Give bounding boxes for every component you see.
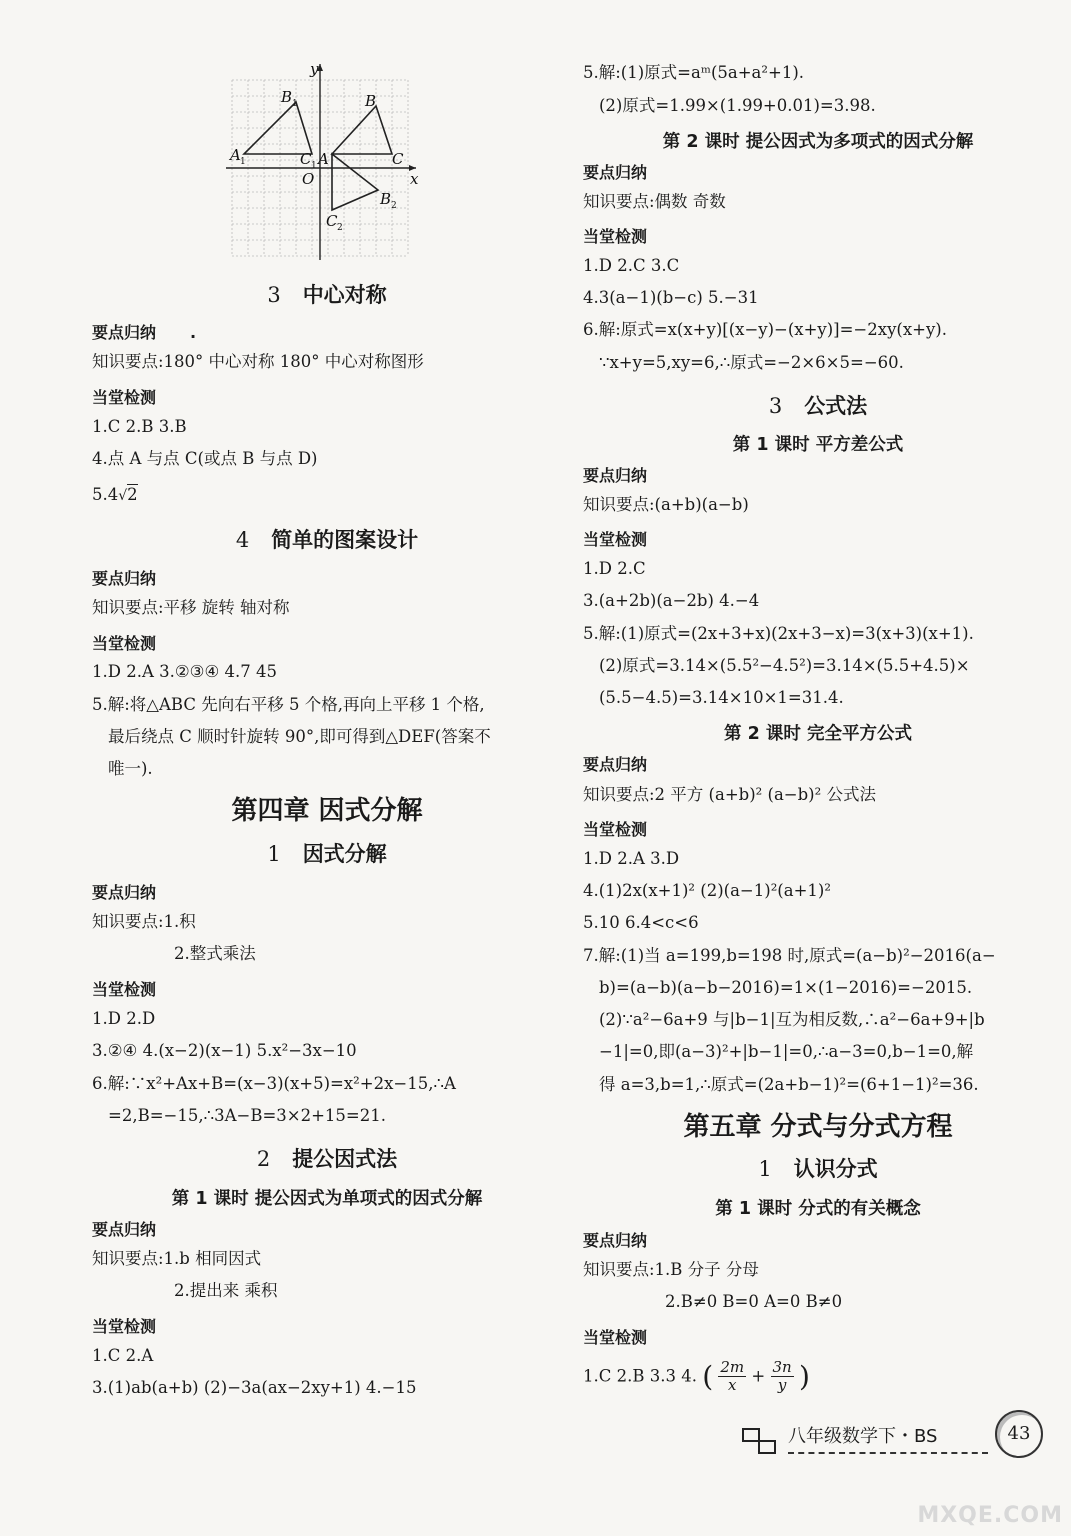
section-heading-recognize-fractions: 1 认识分式 [758,1157,878,1181]
text-line: 5.解:(1)原式=(2x+3+x)(2x+3−x)=3(x+3)(x+1). [583,624,974,643]
point-label-c: C [392,150,404,168]
text-line: 知识要点:(a+b)(a−b) [583,495,749,514]
class-check-heading: 当堂检测 [583,820,648,839]
point-label-b1: B [281,88,293,106]
point-label-a1: A [230,146,241,164]
chapter-5-title: 第五章 分式与分式方程 [683,1112,953,1142]
footer-decoration-icon [742,1428,782,1458]
class-check-heading: 当堂检测 [92,980,157,999]
text-line: (2)原式=1.99×(1.99+0.01)=3.98. [599,96,876,115]
text-line: 6.解:∵x²+Ax+B=(x−3)(x+5)=x²+2x−15,∴A [92,1074,456,1093]
text-line: b)=(a−b)(a−b−2016)=1×(1−2016)=−2015. [599,978,973,997]
origin-label: O [302,170,315,188]
text-line: =2,B=−15,∴3A−B=3×2+15=21. [108,1106,386,1125]
text-line: −1|=0,即(a−3)²+|b−1|=0,∴a−3=0,b−1=0,解 [599,1042,974,1061]
class-check-heading: 当堂检测 [92,1317,157,1336]
text-line: 1.D 2.C [583,559,646,578]
chapter-4-title: 第四章 因式分解 [231,796,423,826]
footer-book-title: 八年级数学下・BS [788,1426,938,1447]
fraction-3n-over-y: $\frac{3n}{y}$ [772,1358,792,1394]
text-line: 5.解:将△ABC 先向右平移 5 个格,再向上平移 1 个格, [92,695,485,714]
key-points-heading: 要点归纳 [92,1220,157,1239]
key-points-heading: 要点归纳 [92,883,157,902]
text-line: 3.(a+2b)(a−2b) 4.−4 [583,591,760,610]
lesson-heading: 第 1 课时 提公因式为单项式的因式分解 [171,1189,483,1209]
text-line: 唯一). [108,759,153,778]
x-axis-label: x [410,170,419,188]
class-check-heading: 当堂检测 [92,634,157,653]
lesson-heading: 第 2 课时 提公因式为多项式的因式分解 [662,132,974,152]
text-line: 1.D 2.A 3.D [583,849,680,868]
text-line: 2.B≠0 B=0 A=0 B≠0 [665,1292,843,1311]
text-line: 3.(1)ab(a+b) (2)−3a(ax−2xy+1) 4.−15 [92,1378,417,1397]
text-line: 知识要点:1.B 分子 分母 [583,1260,759,1279]
page-footer [740,1408,1060,1468]
lesson-heading: 第 1 课时 平方差公式 [732,435,904,455]
section-heading-formula-method: 3 公式法 [768,394,868,418]
text-line: 7.解:(1)当 a=199,b=198 时,原式=(a−b)²−2016(a− [583,946,996,965]
key-points-heading: 要点归纳 [583,755,648,774]
text-line: 1.C 2.B 3.B [92,417,187,436]
point-sub-b1: 1 [292,99,298,109]
key-points-heading: 要点归纳 [583,1231,648,1250]
point-label-b2: B [380,190,392,208]
text-line: (5.5−4.5)=3.14×10×1=31.4. [599,688,844,707]
text-line: 5.解:(1)原式=aᵐ(5a+a²+1). [583,63,805,82]
text-line: 知识要点:平移 旋转 轴对称 [92,598,290,617]
text-line: 2.提出来 乘积 [174,1281,278,1300]
text-line: 知识要点:偶数 奇数 [583,192,726,211]
footer-dashed-line [788,1452,988,1454]
point-label-c1: C [300,150,312,168]
text-line-with-fraction: 1.C 2.B 3.3 4. ( $\frac{2m}{x}$ + $\frac{3n}{y}$ ) [583,1358,810,1394]
class-check-heading: 当堂检测 [583,530,648,549]
section-heading-central-symmetry: 3 中心对称 [267,283,387,307]
section-heading-pattern-design: 4 简单的图案设计 [235,528,419,552]
text-line: ∵x+y=5,xy=6,∴原式=−2×6×5=−60. [599,353,904,372]
text-line: 知识要点:2 平方 (a+b)² (a−b)² 公式法 [583,785,876,804]
point-sub-c1: 1 [311,161,317,171]
class-check-heading: 当堂检测 [92,388,157,407]
text-line: 2.整式乘法 [174,944,256,963]
text-line: 得 a=3,b=1,∴原式=(2a+b−1)²=(6+1−1)²=36. [599,1075,979,1094]
point-label-a: A [318,150,329,168]
text-line: 最后绕点 C 顺时针旋转 90°,即可得到△DEF(答案不 [108,727,491,746]
key-points-heading: 要点归纳 [583,163,648,182]
text-line: 5.4√2 [92,485,138,504]
section-heading-factorization: 1 因式分解 [267,842,387,866]
text-line: 1.D 2.A 3.②③④ 4.7 45 [92,662,277,681]
text-line: 3.②④ 4.(x−2)(x−1) 5.x²−3x−10 [92,1041,357,1060]
key-points-heading: 要点归纳 [92,569,157,588]
text-line: 知识要点:1.积 [92,912,196,931]
text-line: 6.解:原式=x(x+y)[(x−y)−(x+y)]=−2xy(x+y). [583,320,947,339]
class-check-heading: 当堂检测 [583,1328,648,1347]
text-line: (2)原式=3.14×(5.5²−4.5²)=3.14×(5.5+4.5)× [599,656,970,675]
point-sub-a1: 1 [240,157,246,167]
text-line: 知识要点:180° 中心对称 180° 中心对称图形 [92,352,424,371]
fraction-2m-over-x: $\frac{2m}{x}$ [720,1358,745,1394]
point-label-c2: C [326,212,338,230]
text-line: 1.D 2.C 3.C [583,256,680,275]
text-line: 4.(1)2x(x+1)² (2)(a−1)²(a+1)² [583,881,831,900]
watermark: MXQE.COM [917,1503,1063,1528]
text-line: 1.C 2.A [92,1346,154,1365]
text-line: 知识要点:1.b 相同因式 [92,1249,262,1268]
text-line: 4.点 A 与点 C(或点 B 与点 D) [92,449,318,468]
key-points-heading: 要点归纳 . [92,323,197,342]
point-label-b: B [365,92,377,110]
key-points-heading: 要点归纳 [583,466,648,485]
lesson-heading: 第 2 课时 完全平方公式 [724,724,912,744]
text-line: (2)∵a²−6a+9 与|b−1|互为相反数,∴a²−6a+9+|b [599,1010,985,1029]
coordinate-grid-figure [226,60,426,260]
class-check-heading: 当堂检测 [583,227,648,246]
text-line: 4.3(a−1)(b−c) 5.−31 [583,288,759,307]
point-sub-c2: 2 [337,223,343,233]
y-axis-label: y [310,60,319,78]
page-number: 43 [995,1410,1043,1458]
lesson-heading: 第 1 课时 分式的有关概念 [715,1199,921,1219]
point-sub-b2: 2 [391,201,397,211]
text-line: 5.10 6.4<c<6 [583,913,699,932]
text-line: 1.D 2.D [92,1009,156,1028]
section-heading-common-factor: 2 提公因式法 [256,1147,398,1171]
